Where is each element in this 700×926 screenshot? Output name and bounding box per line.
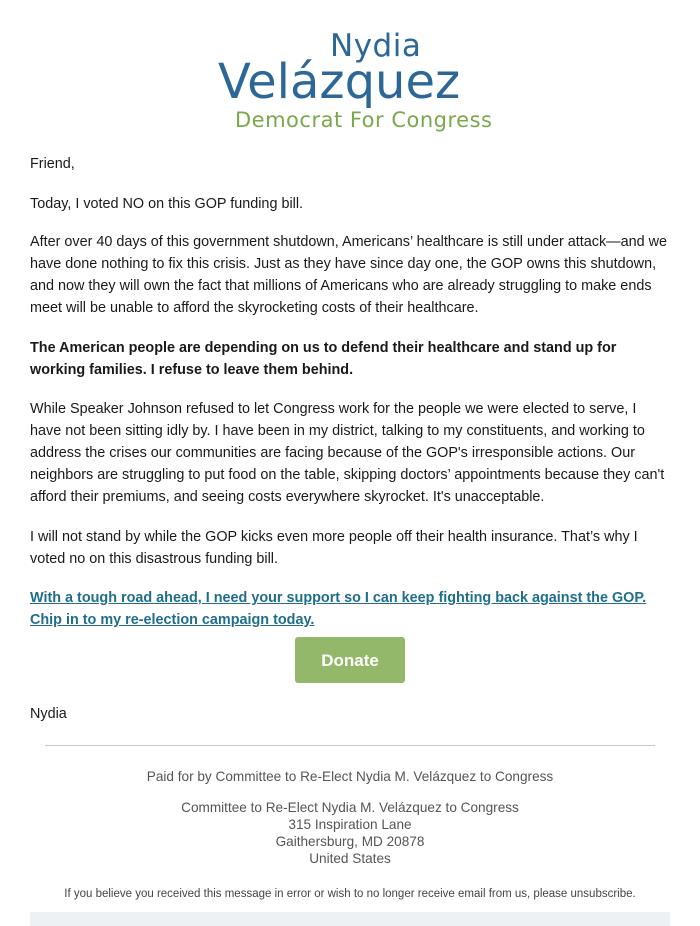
paragraph-district: While Speaker Johnson refused to let Congress work for the people we were elected to serve, I have not been sitting idly by. I have been in my district, talking to my constituents, and working to address the crises our communities are facing because of the GOP's irresponsible actions. Our neighbors are struggling to put food on the table, skipping doctors’ appointments because they can't afford their premiums, and seeing costs everywhere skyrocket. It's unacceptable. [30,401,665,505]
logo-last-name: Velázquez [218,54,461,110]
unsubscribe-notice[interactable]: If you believe you received this message in error or wish to no longer receive email from us, please unsubscribe. [64,888,636,900]
paragraph-vote: Today, I voted NO on this GOP funding bill. [30,196,304,212]
address-street: 315 Inspiration Lane [288,817,412,832]
mailing-address [0,799,700,867]
logo-first-name: Nydia [330,28,422,64]
donate-button-wrapper [0,637,700,683]
committee-name: Committee to Re-Elect Nydia M. Velázquez to Congress [181,800,519,815]
address-country: United States [309,851,391,866]
paragraph-insurance: I will not stand by while the GOP kicks even more people off their health insurance. That’s why I voted no on this disastrous funding bill. [30,529,638,567]
paid-for-disclaimer: Paid for by Committee to Re-Elect Nydia M. Velázquez to Congress [146,769,554,784]
bottom-bar [30,912,670,926]
paragraph-shutdown: After over 40 days of this government shutdown, Americans’ healthcare is still under attack—and we have done nothing to fix this crisis. Just as they have since day one, the GOP owns this shutdown, and now they will own the fact that millions of Americans who are already struggling to make ends meet will be unable to afford the skyrocketing costs of their healthcare. [30,234,667,316]
paragraph-bold-statement: The American people are depending on us to defend their healthcare and stand up for working families. I refuse to leave them behind. [30,340,617,378]
signature: Nydia [30,706,67,722]
greeting: Friend, [30,156,75,172]
campaign-logo [0,28,700,138]
logo-tagline: Democrat For Congress [235,108,493,132]
footer-divider [45,745,655,746]
address-city: Gaithersburg, MD 20878 [275,834,425,849]
chip-in-link[interactable]: With a tough road ahead, I need your support so I can keep fighting back against the GOP. Chip in to my re-election campaign today. [30,590,647,628]
donate-button[interactable]: Donate [295,637,405,683]
